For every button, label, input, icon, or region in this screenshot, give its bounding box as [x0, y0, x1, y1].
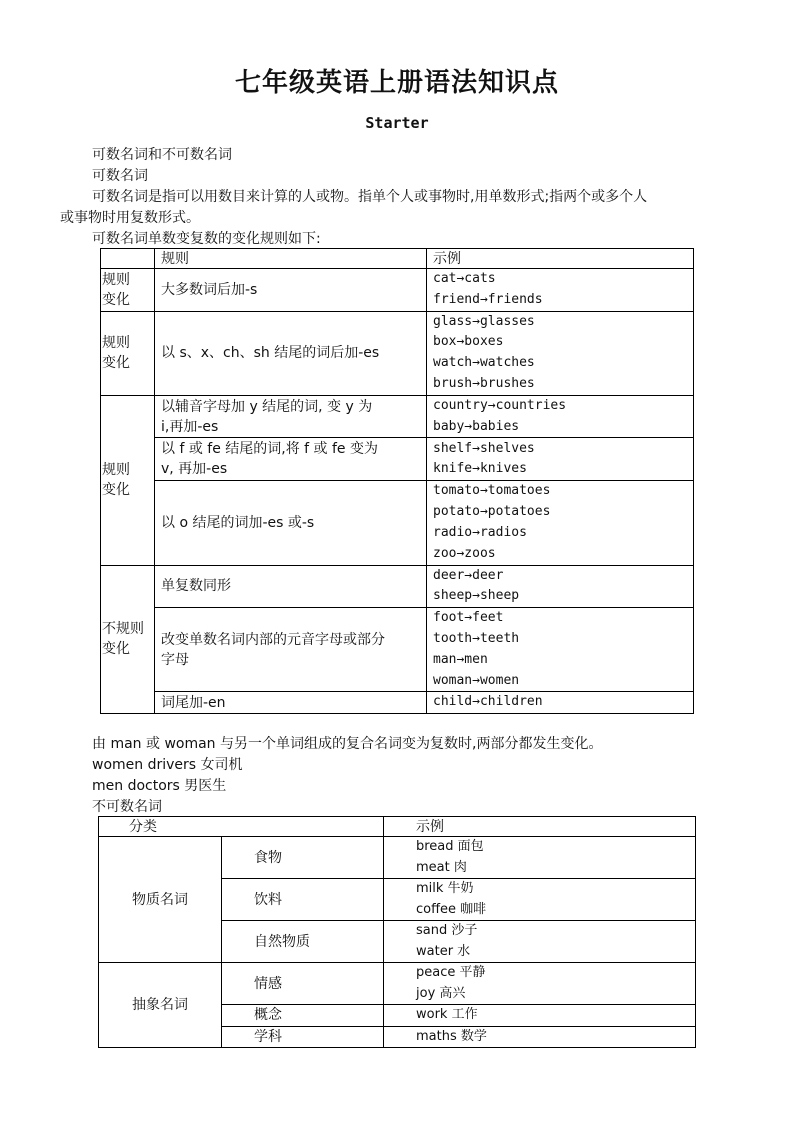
- table-row: [101, 692, 694, 714]
- example-cell: sand 沙子 water 水: [384, 921, 696, 963]
- uncountable-nouns-table: [98, 816, 696, 1048]
- rule-cell: 以 f 或 fe 结尾的词,将 f 或 fe 变为 v, 再加-es: [155, 438, 427, 481]
- rule-cell: 以辅音字母加 y 结尾的词, 变 y 为 i,再加-es: [155, 395, 427, 438]
- rule-cell: 改变单数名词内部的元音字母或部分 字母: [155, 608, 427, 692]
- table-row: [99, 837, 696, 879]
- category-cell: 抽象名词: [99, 963, 222, 1048]
- intro-table-caption: 可数名词单数变复数的变化规则如下:: [92, 231, 321, 247]
- subcategory-cell: 食物: [222, 837, 384, 879]
- header-example: 示例: [427, 249, 694, 269]
- category-cell: 物质名词: [99, 837, 222, 963]
- table-row: [101, 481, 694, 565]
- table-row: [101, 311, 694, 395]
- header-example: 示例: [384, 817, 696, 837]
- example-men-doctors: men doctors 男医生: [92, 778, 227, 794]
- example-cell: glass→glasses box→boxes watch→watches brush→brushes: [427, 311, 694, 395]
- intro-subheading: 可数名词: [92, 168, 148, 184]
- category-cell: 规则 变化: [101, 311, 155, 395]
- example-cell: tomato→tomatoes potato→potatoes radio→radios zoo→zoos: [427, 481, 694, 565]
- table-row: [101, 395, 694, 438]
- document-title: 七年级英语上册语法知识点: [234, 68, 559, 98]
- example-cell: country→countries baby→babies: [427, 395, 694, 438]
- example-cell: shelf→shelves knife→knives: [427, 438, 694, 481]
- rule-cell: 词尾加-en: [155, 692, 427, 714]
- intro-heading: 可数名词和不可数名词: [92, 147, 232, 163]
- example-women-drivers: women drivers 女司机: [92, 757, 243, 773]
- example-cell: maths 数学: [384, 1026, 696, 1048]
- example-cell: peace 平静 joy 高兴: [384, 963, 696, 1005]
- table-header-row: [99, 817, 696, 837]
- example-cell: work 工作: [384, 1005, 696, 1027]
- example-cell: foot→feet tooth→teeth man→men woman→women: [427, 608, 694, 692]
- category-cell: 规则 变化: [101, 395, 155, 565]
- subcategory-cell: 自然物质: [222, 921, 384, 963]
- header-empty: [101, 249, 155, 269]
- subcategory-cell: 情感: [222, 963, 384, 1005]
- rule-cell: 大多数词后加-s: [155, 269, 427, 312]
- section-subtitle: Starter: [365, 114, 429, 132]
- example-cell: cat→cats friend→friends: [427, 269, 694, 312]
- rule-cell: 单复数同形: [155, 565, 427, 608]
- header-rule: 规则: [155, 249, 427, 269]
- example-cell: deer→deer sheep→sheep: [427, 565, 694, 608]
- subcategory-cell: 概念: [222, 1005, 384, 1027]
- table-row: [101, 269, 694, 312]
- category-cell: 不规则 变化: [101, 565, 155, 714]
- table-header-row: [101, 249, 694, 269]
- intro-paragraph-line1: 可数名词是指可以用数目来计算的人或物。指单个人或事物时,用单数形式;指两个或多个人: [92, 189, 648, 205]
- header-category: 分类: [99, 817, 384, 837]
- table-row: [99, 963, 696, 1005]
- table-row: [101, 565, 694, 608]
- example-cell: milk 牛奶 coffee 咖啡: [384, 879, 696, 921]
- example-cell: bread 面包 meat 肉: [384, 837, 696, 879]
- uncountable-heading: 不可数名词: [92, 799, 162, 815]
- subcategory-cell: 饮料: [222, 879, 384, 921]
- table-row: [101, 438, 694, 481]
- subcategory-cell: 学科: [222, 1026, 384, 1048]
- plural-rules-table: [100, 248, 694, 714]
- compound-noun-note: 由 man 或 woman 与另一个单词组成的复合名词变为复数时,两部分都发生变化。: [92, 736, 603, 752]
- intro-paragraph-line2: 或事物时用复数形式。: [60, 210, 200, 226]
- rule-cell: 以 s、x、ch、sh 结尾的词后加-es: [155, 311, 427, 395]
- rule-cell: 以 o 结尾的词加-es 或-s: [155, 481, 427, 565]
- category-cell: 规则 变化: [101, 269, 155, 312]
- example-cell: child→children: [427, 692, 694, 714]
- table-row: [101, 608, 694, 692]
